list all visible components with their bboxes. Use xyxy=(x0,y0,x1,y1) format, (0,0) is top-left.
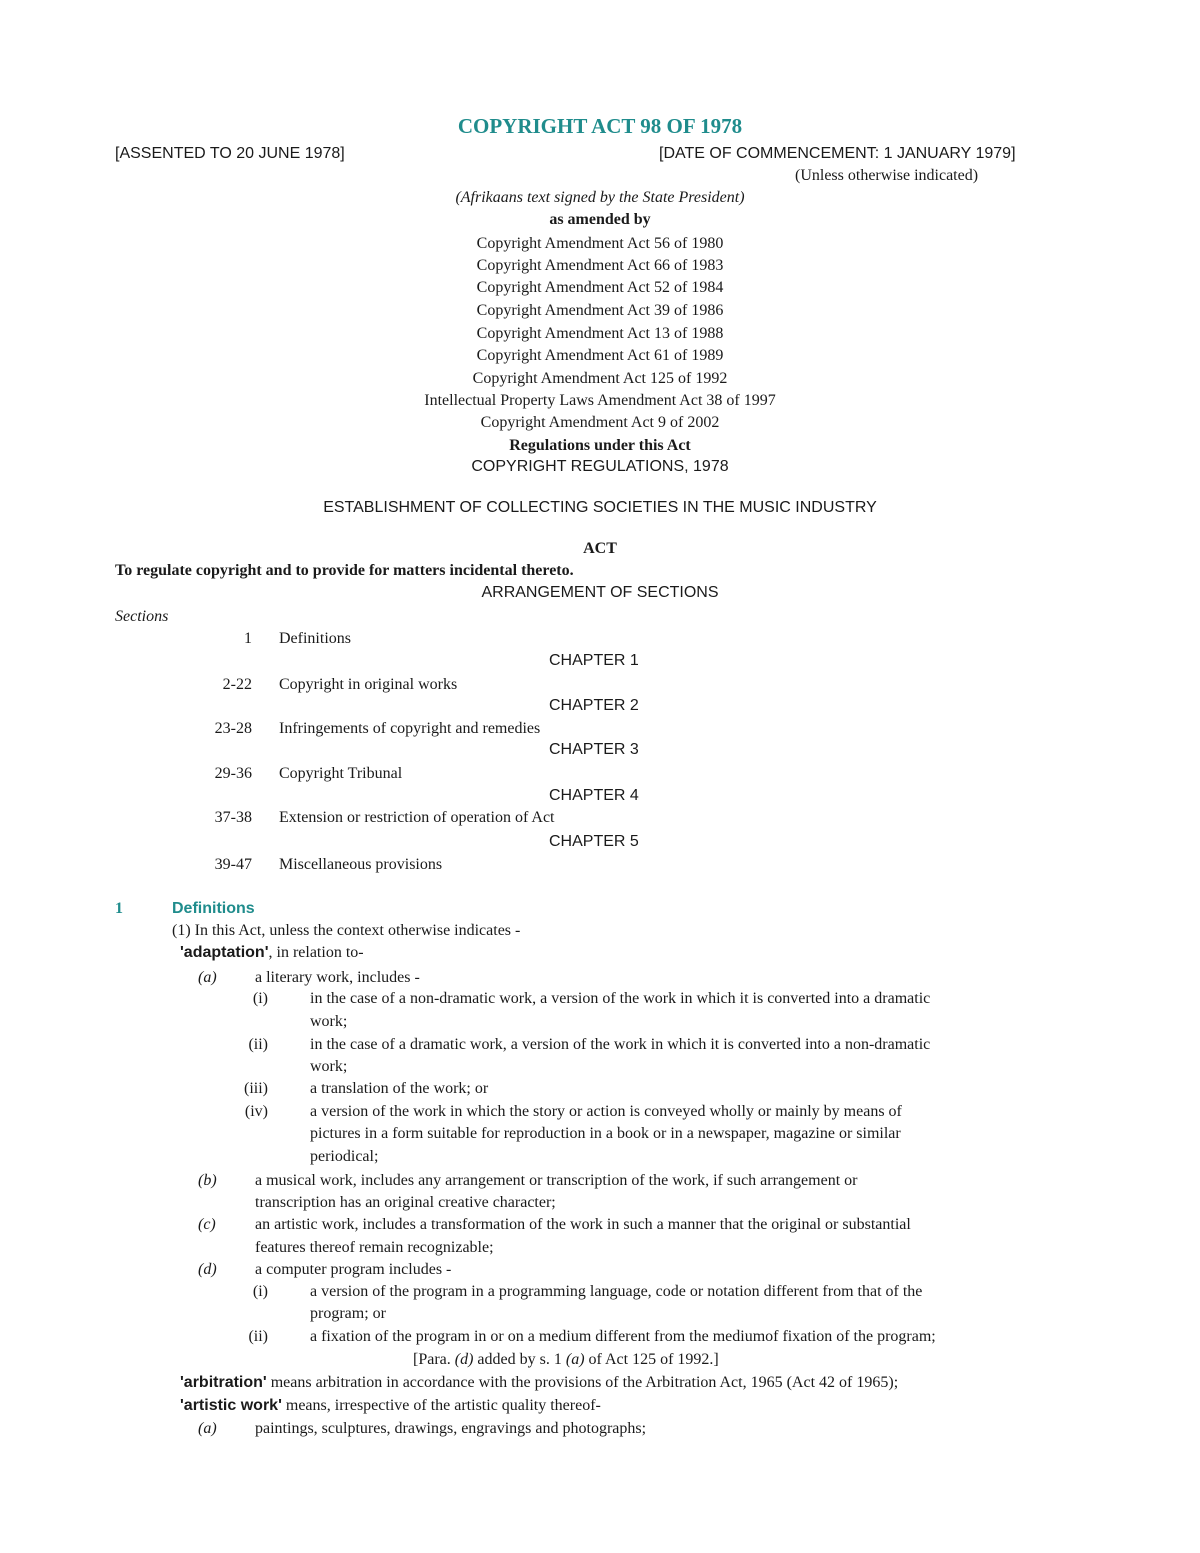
amendment-note: [Para. (d) added by s. 1 (a) of Act 125 of 1992.] xyxy=(413,1351,719,1368)
toc-section-number: 2-22 xyxy=(222,676,252,693)
subparagraph-line: in the case of a dramatic work, a version of the work in which it is converted into a non-dramatic xyxy=(310,1036,931,1053)
subparagraph-line: in the case of a non-dramatic work, a version of the work in which it is converted into a dramatic xyxy=(310,990,931,1007)
subparagraph-line: program; or xyxy=(310,1305,386,1322)
toc-section-number: 37-38 xyxy=(214,809,252,826)
amendment-item[interactable]: Copyright Amendment Act 13 of 1988 xyxy=(476,325,724,342)
toc-section-title[interactable]: Copyright in original works xyxy=(279,676,458,693)
sections-label: Sections xyxy=(115,608,169,625)
definition-adaptation: 'adaptation', in relation to- xyxy=(180,944,364,961)
paragraph-text: a literary work, includes - xyxy=(255,969,420,986)
subparagraph-label: (iii) xyxy=(244,1080,268,1097)
toc-section-title[interactable]: Miscellaneous provisions xyxy=(279,856,443,873)
subparagraph-line: a fixation of the program in or on a medium different from the mediumof fixation of the program; xyxy=(310,1328,936,1345)
act-purpose: To regulate copyright and to provide for matters incidental thereto. xyxy=(115,562,574,579)
unless-indicated-note: (Unless otherwise indicated) xyxy=(795,167,979,184)
definition-term: 'arbitration' xyxy=(180,1374,267,1391)
arrangement-heading: ARRANGEMENT OF SECTIONS xyxy=(481,584,719,601)
subparagraph-line: pictures in a form suitable for reproduction in a book or in a newspaper, magazine or similar xyxy=(310,1125,901,1142)
amendment-item[interactable]: Intellectual Property Laws Amendment Act 38 of 1997 xyxy=(424,392,776,409)
paragraph-text: paintings, sculptures, drawings, engravings and photographs; xyxy=(255,1420,647,1437)
toc-chapter-heading: CHAPTER 3 xyxy=(549,741,639,758)
amendment-item[interactable]: Copyright Amendment Act 9 of 2002 xyxy=(480,414,720,431)
toc-section-number: 29-36 xyxy=(214,765,252,782)
paragraph-line: transcription has an original creative character; xyxy=(255,1194,556,1211)
subparagraph-line: a version of the program in a programming language, code or notation different from that of the xyxy=(310,1283,923,1300)
toc-section-title[interactable]: Infringements of copyright and remedies xyxy=(279,720,541,737)
toc-section-number: 23-28 xyxy=(214,720,252,737)
subparagraph-label: (i) xyxy=(252,1283,268,1300)
subparagraph-label: (iv) xyxy=(244,1103,268,1120)
paragraph-label: (c) xyxy=(198,1216,216,1233)
subparagraph-line: work; xyxy=(310,1058,348,1075)
commencement-date: [DATE OF COMMENCEMENT: 1 JANUARY 1979] xyxy=(659,145,1016,162)
definition-term: 'artistic work' xyxy=(180,1397,282,1414)
subparagraph-label: (i) xyxy=(252,990,268,1007)
amendment-item[interactable]: Copyright Amendment Act 52 of 1984 xyxy=(476,279,724,296)
collecting-societies-link[interactable]: ESTABLISHMENT OF COLLECTING SOCIETIES IN THE MUSIC INDUSTRY xyxy=(323,499,877,516)
subparagraph-line: a version of the work in which the story or action is conveyed wholly or mainly by means of xyxy=(310,1103,902,1120)
section-title: Definitions xyxy=(172,900,255,917)
paragraph-label: (b) xyxy=(198,1172,217,1189)
toc-section-title[interactable]: Extension or restriction of operation of Act xyxy=(279,809,555,826)
amendment-item[interactable]: Copyright Amendment Act 125 of 1992 xyxy=(472,370,728,387)
subparagraph-label: (ii) xyxy=(248,1328,268,1345)
paragraph-line: features thereof remain recognizable; xyxy=(255,1239,494,1256)
toc-chapter-heading: CHAPTER 2 xyxy=(549,697,639,714)
definition-term: 'adaptation' xyxy=(180,944,269,961)
paragraph-line: a musical work, includes any arrangement or transcription of the work, if such arrangement or xyxy=(255,1172,858,1189)
toc-section-number: 1 xyxy=(244,630,252,647)
toc-section-title[interactable]: Definitions xyxy=(279,630,351,647)
toc-chapter-heading: CHAPTER 5 xyxy=(549,833,639,850)
regulations-link[interactable]: COPYRIGHT REGULATIONS, 1978 xyxy=(471,458,729,475)
subparagraph-label: (ii) xyxy=(248,1036,268,1053)
paragraph-label: (a) xyxy=(198,969,217,986)
subparagraph-line: a translation of the work; or xyxy=(310,1080,489,1097)
amendment-item[interactable]: Copyright Amendment Act 61 of 1989 xyxy=(476,347,724,364)
amendment-item[interactable]: Copyright Amendment Act 66 of 1983 xyxy=(476,257,724,274)
paragraph-text: a computer program includes - xyxy=(255,1261,452,1278)
section-intro: (1) In this Act, unless the context otherwise indicates - xyxy=(172,922,521,939)
toc-chapter-heading: CHAPTER 4 xyxy=(549,787,639,804)
paragraph-label: (d) xyxy=(198,1261,217,1278)
paragraph-label: (a) xyxy=(198,1420,217,1437)
section-number: 1 xyxy=(115,900,123,917)
amendment-item[interactable]: Copyright Amendment Act 56 of 1980 xyxy=(476,235,724,252)
paragraph-line: an artistic work, includes a transformation of the work in such a manner that the original or substantial xyxy=(255,1216,911,1233)
toc-section-number: 39-47 xyxy=(214,856,252,873)
assented-date: [ASSENTED TO 20 JUNE 1978] xyxy=(115,145,345,162)
afrikaans-note: (Afrikaans text signed by the State President) xyxy=(455,189,745,206)
subparagraph-line: periodical; xyxy=(310,1148,379,1165)
subparagraph-line: work; xyxy=(310,1013,348,1030)
regulations-heading: Regulations under this Act xyxy=(509,437,691,454)
definition-artistic-work: 'artistic work' means, irrespective of the artistic quality thereof- xyxy=(180,1397,601,1414)
toc-section-title[interactable]: Copyright Tribunal xyxy=(279,765,403,782)
toc-chapter-heading: CHAPTER 1 xyxy=(549,652,639,669)
definition-arbitration: 'arbitration' means arbitration in accordance with the provisions of the Arbitration Act, 1965 (Act 42 of 1965); xyxy=(180,1374,899,1391)
amendment-item[interactable]: Copyright Amendment Act 39 of 1986 xyxy=(476,302,724,319)
document-title: COPYRIGHT ACT 98 OF 1978 xyxy=(457,114,743,138)
as-amended-by: as amended by xyxy=(549,211,651,228)
act-heading: ACT xyxy=(583,540,617,557)
